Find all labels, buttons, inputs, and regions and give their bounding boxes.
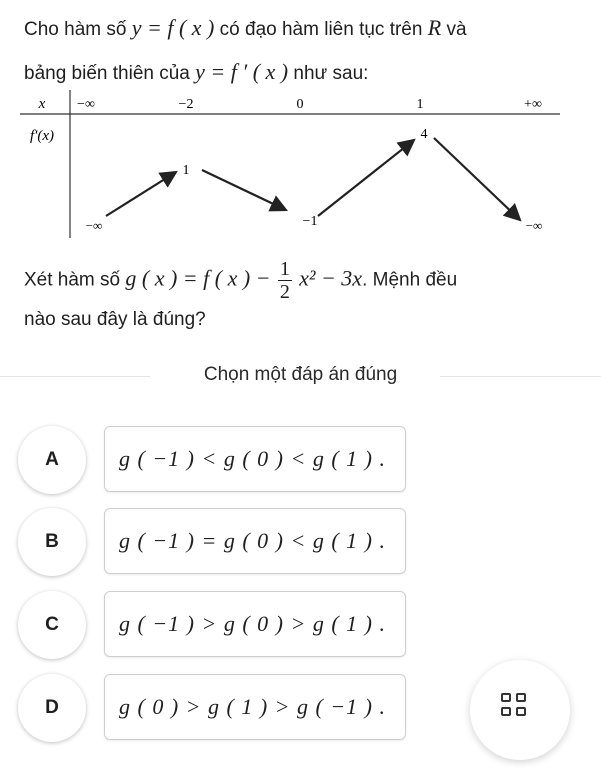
row-label-x: x bbox=[38, 96, 46, 112]
arrow-increasing bbox=[318, 140, 414, 216]
x-value: 1 bbox=[416, 97, 424, 112]
option-letter-d[interactable]: D bbox=[18, 674, 86, 742]
option-d[interactable] bbox=[104, 674, 406, 740]
row-label-fprime: f′(x) bbox=[29, 128, 55, 144]
value-at-1: 4 bbox=[420, 127, 428, 142]
question-text: và bbox=[446, 19, 467, 40]
question-math: y = f ′ ( x ) bbox=[195, 59, 289, 84]
value-at-neg2: 1 bbox=[182, 163, 190, 178]
question-math: y = f ( x ) bbox=[131, 15, 215, 40]
option-a[interactable] bbox=[104, 426, 406, 492]
x-value: 0 bbox=[296, 97, 304, 112]
value-at-0: −1 bbox=[302, 214, 318, 229]
question-line-4: nào sau đây là đúng? bbox=[24, 309, 206, 330]
option-letter-b[interactable]: B bbox=[18, 508, 86, 576]
grid-icon bbox=[501, 693, 529, 719]
fraction-numerator: 1 bbox=[279, 258, 290, 280]
value-right-end: −∞ bbox=[525, 218, 543, 233]
fraction bbox=[278, 258, 292, 303]
question-text: như sau: bbox=[293, 63, 369, 84]
question-math: R bbox=[427, 15, 442, 40]
question-text: Xét hàm số bbox=[24, 269, 121, 291]
question-math: g ( x ) = f ( x ) − bbox=[125, 265, 271, 291]
arrow-decreasing bbox=[434, 138, 520, 220]
value-left-end: −∞ bbox=[85, 218, 103, 233]
option-d-text: g ( 0 ) > g ( 1 ) > g ( −1 ) . bbox=[119, 694, 386, 719]
option-b-text: g ( −1 ) = g ( 0 ) < g ( 1 ) . bbox=[119, 528, 386, 553]
fraction-denominator: 2 bbox=[279, 281, 290, 303]
x-value: −∞ bbox=[77, 97, 95, 112]
question-text: . Mệnh đều bbox=[362, 269, 458, 291]
arrow-increasing bbox=[106, 172, 176, 216]
x-value: −2 bbox=[178, 97, 194, 112]
option-letter-c[interactable]: C bbox=[18, 591, 86, 659]
question-text: Cho hàm số bbox=[24, 19, 127, 40]
option-c-text: g ( −1 ) > g ( 0 ) > g ( 1 ) . bbox=[119, 611, 386, 636]
question-math: x² − 3x bbox=[299, 265, 363, 291]
choose-answer-prompt: Chọn một đáp án đúng bbox=[203, 364, 398, 385]
option-b[interactable] bbox=[104, 508, 406, 574]
question-grid-button[interactable] bbox=[470, 660, 570, 760]
question-line-1 bbox=[24, 16, 467, 42]
option-c[interactable] bbox=[104, 591, 406, 657]
question-line-3 bbox=[24, 258, 457, 303]
question-text: có đạo hàm liên tục trên bbox=[219, 19, 423, 40]
option-a-text: g ( −1 ) < g ( 0 ) < g ( 1 ) . bbox=[119, 446, 386, 471]
question-text: bảng biến thiên của bbox=[24, 63, 190, 84]
x-value: +∞ bbox=[524, 97, 542, 112]
option-letter-a[interactable]: A bbox=[18, 426, 86, 494]
arrow-decreasing bbox=[202, 170, 286, 210]
variation-table bbox=[0, 90, 601, 240]
question-line-2 bbox=[24, 60, 368, 86]
